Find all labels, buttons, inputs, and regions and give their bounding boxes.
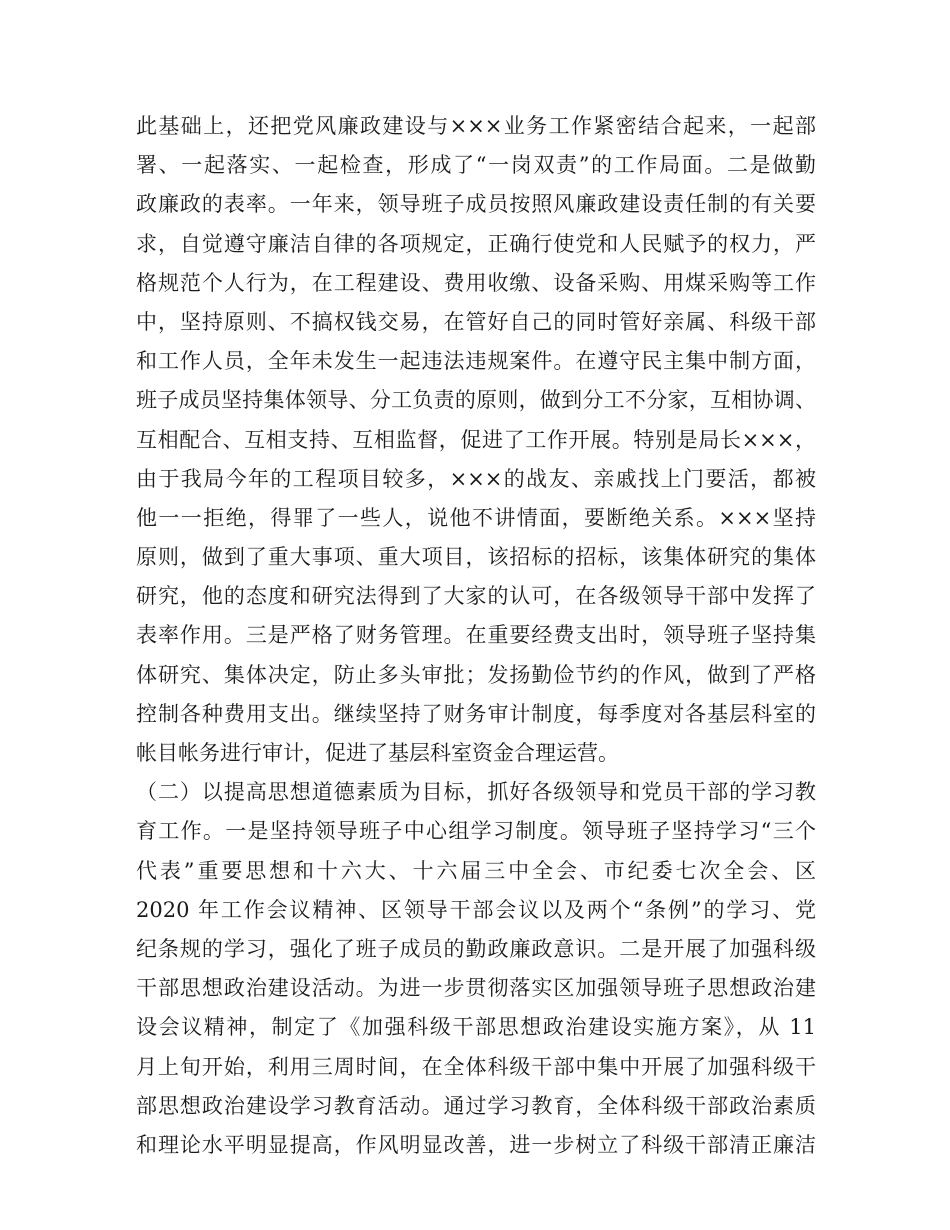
text-line: 研究，他的态度和研究法得到了大家的认可，在各级领导干部中发挥了 xyxy=(136,584,816,609)
text-line: 体研究、集体决定，防止多头审批；发扬勤俭节约的作风，做到了严格 xyxy=(136,662,816,687)
text-line: 互相配合、互相支持、互相监督，促进了工作开展。特别是局长×××， xyxy=(136,427,816,452)
text-line: 和理论水平明显提高，作风明显改善，进一步树立了科级干部清正廉洁 xyxy=(136,1132,816,1157)
text-line: 代表”重要思想和十六大、十六届三中全会、市纪委七次全会、区 xyxy=(136,858,816,883)
text-line: 控制各种费用支出。继续坚持了财务审计制度，每季度对各基层科室的 xyxy=(136,701,816,726)
text-line: 干部思想政治建设活动。为进一步贯彻落实区加强领导班子思想政治建 xyxy=(136,976,816,1001)
text-line: 设会议精神，制定了《加强科级干部思想政治建设实施方案》，从 11 xyxy=(136,1015,816,1040)
text-line: 中，坚持原则、不搞权钱交易，在管好自己的同时管好亲属、科级干部 xyxy=(136,309,816,334)
section-heading-line: （二）以提高思想道德素质为目标，抓好各级领导和党员干部的学习教 xyxy=(136,780,816,805)
text-line: 政廉政的表率。一年来，领导班子成员按照风廉政建设责任制的有关要 xyxy=(136,192,816,217)
text-line: 表率作用。三是严格了财务管理。在重要经费支出时，领导班子坚持集 xyxy=(136,623,816,648)
paragraph-last-line: 帐目帐务进行审计，促进了基层科室资金合理运营。 xyxy=(136,741,619,765)
text-line: 求，自觉遵守廉洁自律的各项规定，正确行使党和人民赋予的权力，严 xyxy=(136,231,816,256)
text-line: 纪条规的学习，强化了班子成员的勤政廉政意识。二是开展了加强科级 xyxy=(136,936,816,961)
text-line: 署、一起落实、一起检查，形成了“一岗双责”的工作局面。二是做勤 xyxy=(136,153,816,178)
text-line: 格规范个人行为，在工程建设、费用收缴、设备采购、用煤采购等工作 xyxy=(136,270,816,295)
document-body xyxy=(136,107,816,1165)
text-line: 班子成员坚持集体领导、分工负责的原则，做到分工不分家，互相协调、 xyxy=(136,388,816,413)
text-line: 原则，做到了重大事项、重大项目，该招标的招标，该集体研究的集体 xyxy=(136,545,816,570)
text-line: 月上旬开始，利用三周时间，在全体科级干部中集中开展了加强科级干 xyxy=(136,1054,816,1079)
text-line: 由于我局今年的工程项目较多，×××的战友、亲戚找上门要活，都被 xyxy=(136,466,816,491)
text-line: 此基础上，还把党风廉政建设与×××业务工作紧密结合起来，一起部 xyxy=(136,114,816,138)
text-line: 育工作。一是坚持领导班子中心组学习制度。领导班子坚持学习“三个 xyxy=(136,819,816,844)
text-line: 他一一拒绝，得罪了一些人，说他不讲情面，要断绝关系。×××坚持 xyxy=(136,505,816,530)
text-line: 和工作人员，全年未发生一起违法违规案件。在遵守民主集中制方面， xyxy=(136,349,816,374)
text-line: 部思想政治建设学习教育活动。通过学习教育，全体科级干部政治素质 xyxy=(136,1093,816,1118)
text-line: 2020 年工作会议精神、区领导干部会议以及两个“条例”的学习、党 xyxy=(136,897,816,922)
